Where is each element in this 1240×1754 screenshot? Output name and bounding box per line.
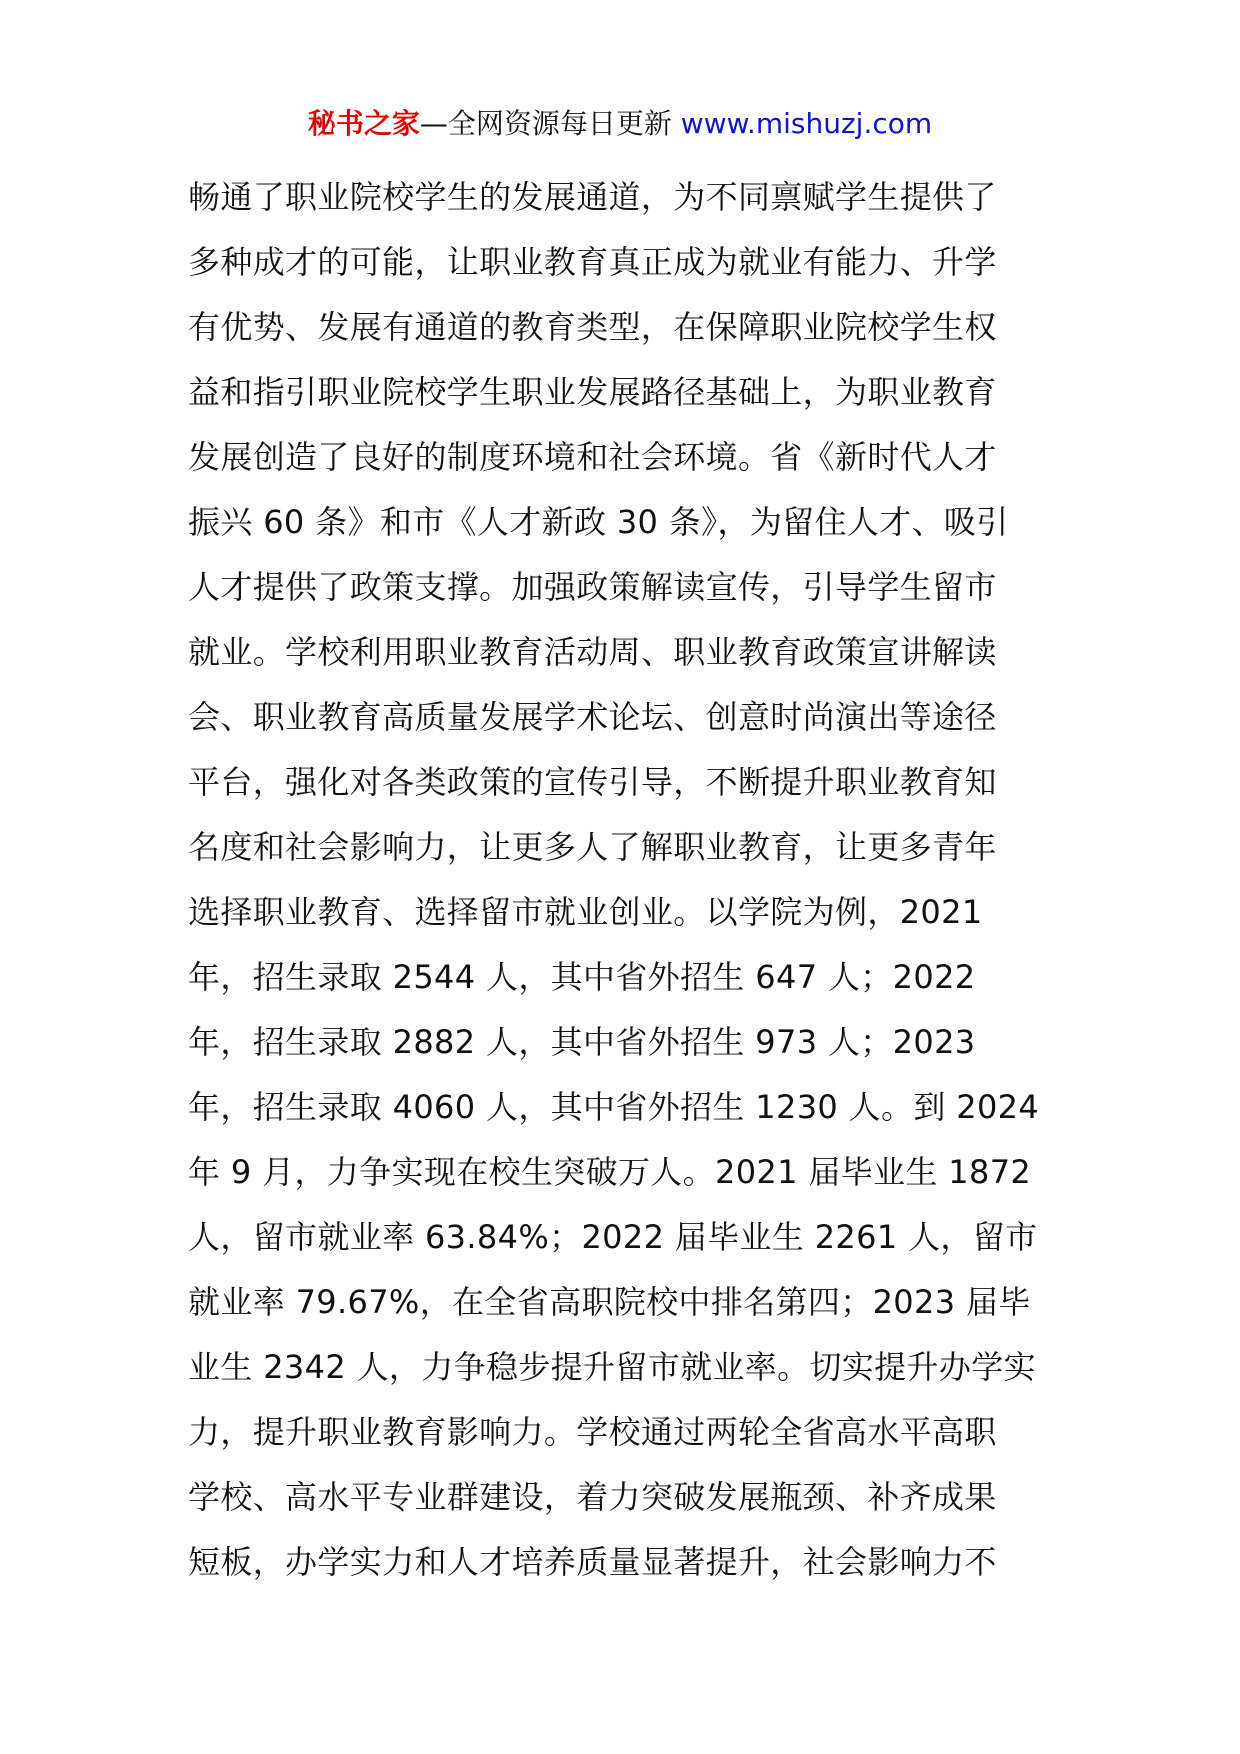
body-paragraph — [188, 165, 1068, 1595]
text-line: 人，留市就业率 63.84%；2022 届毕业生 2261 人，留市 — [188, 1218, 1038, 1256]
text-line: 短板，办学实力和人才培养质量显著提升，社会影响力不 — [188, 1543, 997, 1581]
page-header — [0, 104, 1240, 144]
site-brand: 秘书之家 — [307, 107, 420, 140]
text-line: 益和指引职业院校学生职业发展路径基础上，为职业教育 — [188, 373, 997, 411]
text-line: 发展创造了良好的制度环境和社会环境。省《新时代人才 — [188, 438, 997, 476]
site-url-link[interactable]: www.mishuzj.com — [680, 107, 933, 140]
text-line: 力，提升职业教育影响力。学校通过两轮全省高水平高职 — [188, 1413, 997, 1451]
text-line: 有优势、发展有通道的教育类型，在保障职业院校学生权 — [188, 308, 997, 346]
text-line: 年，招生录取 2882 人，其中省外招生 973 人；2023 — [188, 1023, 976, 1061]
text-line: 学校、高水平专业群建设，着力突破发展瓶颈、补齐成果 — [188, 1478, 997, 1516]
text-line: 就业。学校利用职业教育活动周、职业教育政策宣讲解读 — [188, 633, 997, 671]
text-line: 人才提供了政策支撑。加强政策解读宣传，引导学生留市 — [188, 568, 997, 606]
text-line: 选择职业教育、选择留市就业创业。以学院为例，2021 — [188, 893, 983, 931]
text-line: 振兴 60 条》和市《人才新政 30 条》，为留住人才、吸引 — [188, 503, 1009, 541]
text-line: 年 9 月，力争实现在校生突破万人。2021 届毕业生 1872 — [188, 1153, 1032, 1191]
text-line: 年，招生录取 2544 人，其中省外招生 647 人；2022 — [188, 958, 976, 996]
text-line: 多种成才的可能，让职业教育真正成为就业有能力、升学 — [188, 243, 997, 281]
text-line: 会、职业教育高质量发展学术论坛、创意时尚演出等途径 — [188, 698, 997, 736]
text-line: 就业率 79.67%，在全省高职院校中排名第四；2023 届毕 — [188, 1283, 1031, 1321]
text-line: 业生 2342 人，力争稳步提升留市就业率。切实提升办学实 — [188, 1348, 1036, 1386]
site-tagline: —全网资源每日更新 — [419, 107, 672, 140]
text-line: 畅通了职业院校学生的发展通道，为不同禀赋学生提供了 — [188, 178, 997, 216]
text-line: 名度和社会影响力，让更多人了解职业教育，让更多青年 — [188, 828, 997, 866]
text-line: 年，招生录取 4060 人，其中省外招生 1230 人。到 2024 — [188, 1088, 1040, 1126]
text-line: 平台，强化对各类政策的宣传引导，不断提升职业教育知 — [188, 763, 997, 801]
